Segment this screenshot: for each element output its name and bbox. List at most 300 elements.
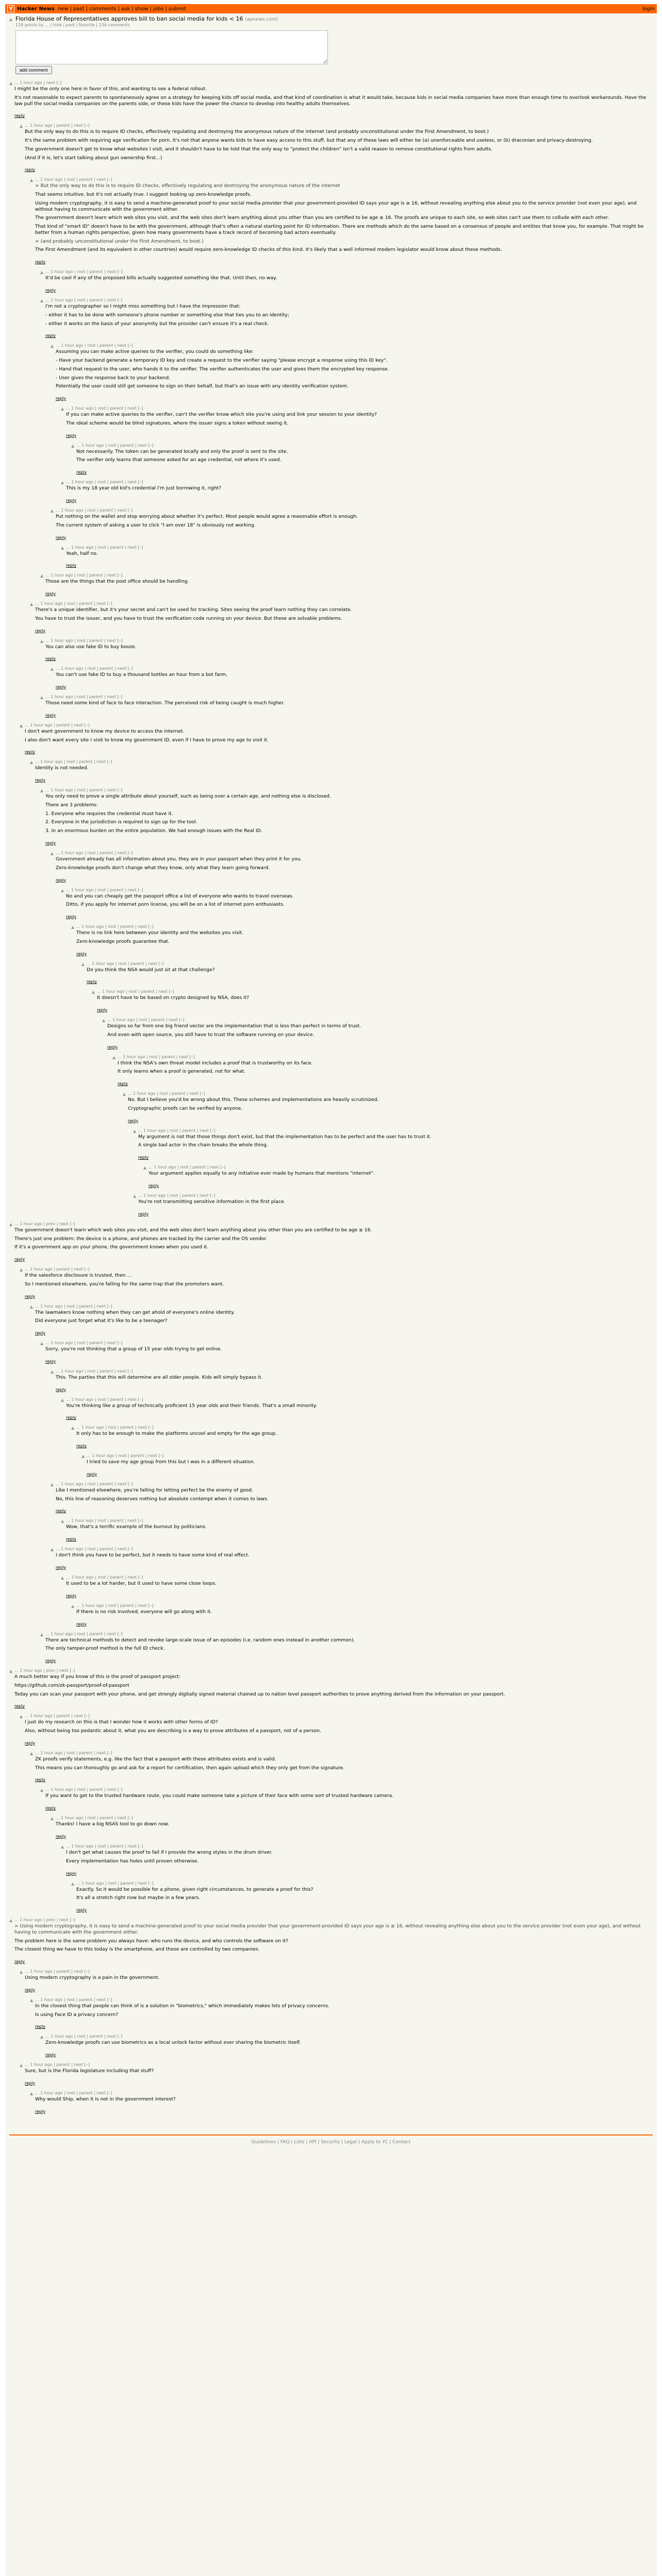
comment-body: [35, 1304, 653, 1337]
comment-body: [87, 1453, 653, 1478]
reply-link[interactable]: reply: [66, 433, 77, 438]
comment-text: [35, 2003, 653, 2018]
comment-body: [76, 1881, 653, 1914]
comment-body: [148, 1165, 653, 1189]
comment-upvote-icon[interactable]: ▲: [71, 443, 75, 448]
comment-upvote-icon[interactable]: ▲: [61, 1844, 64, 1849]
comment-header[interactable]: ... 1 hour ago | root | parent | next [–]: [66, 406, 143, 411]
comment-text: [14, 1674, 653, 1697]
comment: [133, 1128, 653, 1161]
comment-text: [35, 765, 653, 771]
comment-header[interactable]: ... 1 hour ago | root | parent | next [–]: [66, 1397, 143, 1402]
comment-text: [66, 412, 653, 427]
comment-paragraph: Wow, that's a terrific example of the burnout by politicians.: [66, 1524, 207, 1530]
reply-link[interactable]: reply: [35, 1331, 46, 1336]
comment-header[interactable]: ... 1 hour ago | root | parent | next [–]: [56, 1368, 133, 1374]
comment-header[interactable]: ... 1 hour ago | root | parent | next [–]: [45, 298, 123, 303]
comment: [9, 1918, 653, 1965]
reply-link[interactable]: reply: [66, 1593, 77, 1598]
reply-link[interactable]: reply: [14, 113, 25, 118]
comment: [71, 1603, 653, 1628]
comment-text: [35, 183, 653, 253]
comment-paragraph: Today you can scan your passport with your phone, and get strongly digitally signed material chained up to nation level passport authorities to prove anything derived from the information on your passport.: [14, 1691, 505, 1697]
comment-paragraph: If you can make active queries to the verifier, can't the verifier know which site you're using and link your session to your identity?: [66, 412, 377, 418]
reply-link[interactable]: reply: [66, 1871, 77, 1876]
reply-link[interactable]: reply: [56, 1387, 67, 1392]
comment: [71, 443, 653, 476]
comment-text: [128, 1097, 653, 1112]
comment: [61, 888, 653, 921]
reply-link[interactable]: reply: [45, 591, 56, 597]
comment-header[interactable]: ... 1 hour ago | root | parent | next [–]: [45, 1341, 123, 1346]
reply-link[interactable]: reply: [25, 167, 36, 173]
comment-paragraph: Cryptographic proofs can be verified by anyone.: [128, 1105, 243, 1111]
reply-link[interactable]: reply: [56, 1509, 67, 1514]
comment-input[interactable]: [15, 30, 328, 64]
comment-upvote-icon[interactable]: ▲: [20, 1970, 23, 1975]
comment-upvote-icon[interactable]: ▲: [9, 1918, 13, 1923]
comment-upvote-icon[interactable]: ▲: [40, 695, 44, 700]
comment: [20, 2062, 653, 2087]
reply-link[interactable]: reply: [35, 260, 46, 265]
comment-header[interactable]: ... 1 hour ago | root | parent | next [–]: [118, 1054, 195, 1059]
comment-upvote-icon[interactable]: ▲: [61, 1519, 64, 1524]
comment-paragraph: Zero-knowledge proofs guarantee that.: [76, 938, 170, 944]
comment-upvote-icon[interactable]: ▲: [51, 1547, 54, 1552]
comment-header[interactable]: ... 1 hour ago | root | parent | next [–]: [97, 989, 174, 994]
reply-link[interactable]: reply: [56, 535, 67, 540]
comment-body: [14, 1918, 653, 1965]
comment-paragraph: And even with open source, you still have to trust the software running on your device.: [107, 1031, 315, 1038]
reply-link[interactable]: reply: [56, 877, 67, 883]
comment-header[interactable]: ... 1 hour ago | root | parent | next [–]: [107, 1018, 185, 1023]
comment-body: [35, 759, 653, 784]
comment-body: [45, 1632, 653, 1665]
comment-body: [66, 1844, 653, 1877]
comment-header[interactable]: ... 1 hour ago | root | parent | next [–]: [76, 924, 154, 929]
comment-upvote-icon[interactable]: ▲: [30, 2091, 34, 2096]
comment: [61, 545, 653, 569]
reply-link[interactable]: reply: [97, 1008, 108, 1013]
comment-header[interactable]: ... 1 hour ago | parent | next [–]: [25, 722, 90, 727]
comment: [81, 961, 653, 986]
comment-header[interactable]: ... 1 hour ago | root | parent | next [–]: [35, 2090, 112, 2095]
comment-paragraph: - either it has to be done with someone's phone number or something else that ties you to an identity;: [45, 312, 290, 318]
comment: [51, 343, 653, 402]
comment-upvote-icon[interactable]: ▲: [51, 1482, 54, 1487]
reply-link[interactable]: reply: [56, 396, 67, 401]
reply-link[interactable]: reply: [138, 1155, 149, 1160]
comment-header[interactable]: ... 1 hour ago | root | parent | next [–]: [45, 694, 123, 700]
comment-header[interactable]: ... 1 hour ago | root | parent | next [–]: [66, 480, 143, 485]
comment-upvote-icon[interactable]: ▲: [61, 406, 64, 412]
comment-paragraph: It used to be a lot harder, but it used to have some close loops.: [66, 1581, 217, 1587]
comment-paragraph: The current system of asking a user to click "I am over 18" is obviously not working.: [56, 522, 256, 528]
nav-link-show[interactable]: show: [135, 6, 148, 12]
comment: [51, 851, 653, 884]
comment-paragraph: It doesn't have to be based on crypto designed by NSA, does it?: [97, 995, 250, 1001]
comment-upvote-icon[interactable]: ▲: [40, 1341, 44, 1346]
comment-header[interactable]: ... 1 hour ago | root | parent | next [–]: [35, 759, 112, 765]
comment-upvote-icon[interactable]: ▲: [51, 508, 54, 513]
comment-upvote-icon[interactable]: ▲: [40, 573, 44, 579]
comment-header[interactable]: ... 1 hour ago | prev | next [–]: [14, 1221, 75, 1226]
reply-link[interactable]: reply: [45, 1806, 56, 1811]
comment-text: [76, 930, 653, 945]
comment-body: [45, 788, 653, 846]
comment-header[interactable]: ... 1 hour ago | root | parent | next [–]: [76, 1880, 154, 1886]
reply-link[interactable]: reply: [76, 1908, 87, 1913]
comment-header[interactable]: ... 1 hour ago | root | parent | next [–]: [56, 666, 133, 671]
comment-paragraph: I think the NSA's own threat model includes a proof that is trustworthy on its face.: [118, 1060, 313, 1066]
comment-header[interactable]: ... 1 hour ago | parent | next [–]: [25, 123, 90, 128]
comment-upvote-icon[interactable]: ▲: [20, 1267, 23, 1273]
comment-upvote-icon[interactable]: ▲: [20, 124, 23, 129]
comment-body: [45, 269, 653, 294]
comment: [9, 80, 653, 119]
comment-upvote-icon[interactable]: ▲: [30, 760, 34, 765]
comment-upvote-icon[interactable]: ▲: [30, 1751, 34, 1756]
comment-header[interactable]: ... 1 hour ago | next [–]: [14, 80, 62, 85]
nav-separator: |: [70, 6, 72, 12]
comment-header[interactable]: ... 1 hour ago | root | parent | next [–]: [56, 343, 133, 348]
reply-link[interactable]: reply: [76, 1444, 87, 1449]
comment-body: [45, 298, 653, 339]
nav-link-past[interactable]: past: [73, 6, 85, 12]
reply-link[interactable]: reply: [14, 1257, 25, 1262]
comment-header[interactable]: ... 1 hour ago | root | parent | next [–]: [76, 443, 154, 448]
comment: [30, 1997, 653, 2030]
comment-upvote-icon[interactable]: ▲: [81, 961, 85, 967]
comment-body: [76, 1425, 653, 1449]
reply-link[interactable]: reply: [35, 778, 46, 783]
comment-body: [35, 177, 653, 265]
reply-link[interactable]: reply: [128, 1118, 139, 1123]
comment-upvote-icon[interactable]: ▲: [30, 1304, 34, 1309]
comment-paragraph: Why would Ship, when it is not in the government interest?: [35, 2096, 176, 2102]
comment-header[interactable]: ... 1 hour ago | parent | next [–]: [25, 1267, 90, 1272]
comment-header[interactable]: ... 1 hour ago | root | parent | next [–]: [45, 638, 123, 643]
reply-link[interactable]: reply: [45, 288, 56, 293]
comment-upvote-icon[interactable]: ▲: [71, 1426, 75, 1431]
comment-body: [56, 1482, 653, 1515]
reply-link[interactable]: reply: [25, 1987, 36, 1992]
comment-header[interactable]: ... 1 hour ago | root | parent | next [–]: [45, 1787, 123, 1792]
comment-header[interactable]: ... 1 hour ago | root | parent | next [–]: [66, 1843, 143, 1849]
comment: [123, 1091, 653, 1124]
reply-link[interactable]: reply: [138, 1211, 149, 1216]
comment-header[interactable]: ... 1 hour ago | root | parent | next [–]: [56, 850, 133, 855]
comment-paragraph: It's the same problem with requiring age verification for porn. It's not that anyone wants kids to have easy access to this stuff, but that any of these laws will either be (a) unenforceable and useless, or (b) draconian and privacy-destroying.: [25, 138, 593, 144]
comment-upvote-icon[interactable]: ▲: [61, 545, 64, 550]
comment-upvote-icon[interactable]: ▲: [51, 1369, 54, 1374]
comment-paragraph: The ideal scheme would be blind signatures, where the issuer signs a token without seeing it.: [66, 420, 289, 426]
reply-link[interactable]: reply: [35, 2024, 46, 2029]
comment-header[interactable]: ... 1 hour ago | root | parent | next [–]: [66, 1575, 143, 1580]
reply-link[interactable]: reply: [14, 1959, 25, 1964]
comment: [81, 1453, 653, 1478]
comment-upvote-icon[interactable]: ▲: [51, 1816, 54, 1821]
comment-header[interactable]: ... 1 hour ago | root | parent | next [–]: [45, 788, 123, 793]
comment-body: [97, 989, 653, 1013]
comment-text: [45, 644, 653, 650]
comment: [40, 573, 653, 597]
reply-link[interactable]: reply: [25, 1294, 36, 1299]
comment-upvote-icon[interactable]: ▲: [61, 1575, 64, 1581]
comment-header[interactable]: ... 1 hour ago | root | parent | next [–]: [35, 1303, 112, 1309]
comment-upvote-icon[interactable]: ▲: [9, 1222, 13, 1227]
comment-header[interactable]: ... 1 hour ago | root | parent | next [–]: [148, 1165, 226, 1170]
reply-link[interactable]: reply: [25, 2080, 36, 2086]
comment-header[interactable]: ... 1 hour ago | root | parent | next [–]: [35, 601, 112, 606]
reply-link[interactable]: reply: [45, 713, 56, 718]
comment-header[interactable]: ... 1 hour ago | root | parent | next [–]: [138, 1128, 216, 1133]
comment-upvote-icon[interactable]: ▲: [123, 1092, 126, 1097]
comment: [20, 723, 653, 756]
comment-upvote-icon[interactable]: ▲: [61, 480, 64, 485]
reply-link[interactable]: reply: [87, 1471, 97, 1477]
comment-paragraph: My argument is not that those things don't exist, but that the implementation has to be perfect and the user has to trust it.: [138, 1133, 432, 1140]
comment-tree: [5, 78, 657, 2129]
comment-paragraph: Zero-knowledge proofs can use biometrics as a local unlock factor without ever sharing the biometric itself.: [45, 2040, 301, 2046]
reply-link[interactable]: reply: [148, 1183, 159, 1188]
comment-upvote-icon[interactable]: ▲: [51, 667, 54, 672]
reply-link[interactable]: reply: [35, 2109, 46, 2114]
comment-body: [76, 443, 653, 476]
comment-upvote-icon[interactable]: ▲: [61, 1397, 64, 1402]
comment-paragraph: I might be the only one here in favor of this, and wanting to see a federal rollout.: [14, 86, 207, 92]
comment-body: [66, 1397, 653, 1421]
comment-upvote-icon[interactable]: ▲: [71, 1603, 75, 1608]
comment: [51, 666, 653, 690]
comment-header[interactable]: ... 1 hour ago | root | parent | next [–]: [87, 961, 164, 966]
comment: [40, 1787, 653, 1811]
comment-text: [25, 1719, 653, 1734]
comment: [133, 1193, 653, 1217]
comment-paragraph: - Have your backend generate a temporary ID key and create a request to the verifier saying "please encrypt a response using this ID key".: [56, 358, 388, 364]
comment-header[interactable]: ... 1 hour ago | parent | next [–]: [25, 2062, 90, 2067]
comment-paragraph: I don't think you have to be perfect, but it needs to have some kind of real effect.: [56, 1552, 250, 1558]
comment-header[interactable]: ... 1 hour ago | root | parent | next [–]: [45, 1631, 123, 1636]
story-title[interactable]: Florida House of Representatives approves bill to ban social media for kids < 16: [15, 15, 243, 22]
comment-upvote-icon[interactable]: ▲: [40, 270, 44, 275]
comment-upvote-icon[interactable]: ▲: [40, 1632, 44, 1637]
reply-link[interactable]: reply: [45, 333, 56, 338]
reply-link[interactable]: reply: [45, 1658, 56, 1664]
comment-header[interactable]: ... 1 hour ago | root | parent | next [–]: [35, 1750, 112, 1755]
comment-text: [45, 1346, 653, 1352]
comment-paragraph: If it's a government app on your phone, the government knows when you used it.: [14, 1244, 209, 1250]
comment-upvote-icon[interactable]: ▲: [81, 1454, 85, 1459]
comment-paragraph: The verifier only learns that someone asked for an age credential, not where it's used.: [76, 457, 282, 463]
comment-text: [25, 129, 653, 161]
comment-text: [66, 893, 653, 908]
comment-upvote-icon[interactable]: ▲: [9, 81, 13, 86]
comment-upvote-icon[interactable]: ▲: [40, 788, 44, 793]
comment-body: [35, 1751, 653, 1784]
comment-upvote-icon[interactable]: ▲: [71, 925, 75, 930]
comment-body: [45, 694, 653, 719]
comment: [40, 269, 653, 294]
comment-upvote-icon[interactable]: ▲: [40, 1788, 44, 1793]
comment-header[interactable]: ... 1 hour ago | root | parent | next [–]: [76, 1425, 154, 1430]
nav-link-comments[interactable]: comments: [89, 6, 117, 12]
comment-upvote-icon[interactable]: ▲: [133, 1128, 137, 1133]
comment-paragraph: It's all a stretch right now but maybe in a few years.: [76, 1895, 201, 1901]
comment-paragraph: I also don't want every site I visit to know my government ID, even if I have to prove my age to visit it.: [25, 737, 269, 743]
comment-text: [87, 967, 653, 973]
upvote-icon[interactable]: ▲: [9, 17, 13, 22]
reply-link[interactable]: reply: [118, 1081, 128, 1087]
nav-separator: |: [150, 6, 152, 12]
comment: [61, 1575, 653, 1599]
comment-header[interactable]: ... 1 hour ago | root | parent | next [–]: [87, 1453, 164, 1459]
reply-link[interactable]: reply: [56, 1565, 67, 1570]
comment-header[interactable]: ... 1 hour ago | root | parent | next [–]: [35, 177, 112, 182]
reply-link[interactable]: reply: [35, 1777, 46, 1783]
comment-upvote-icon[interactable]: ▲: [92, 990, 95, 995]
comment-text: [56, 856, 653, 871]
comment-paragraph: Not necessarily. The token can be generated locally and only the proof is sent to the site.: [76, 448, 288, 454]
comment-text: [76, 449, 653, 464]
hn-logo[interactable]: Y: [7, 5, 14, 12]
comment: [30, 177, 653, 265]
comment-paragraph: Ditto, if you apply for internet porn license, you will be on a list of internet porn enthusiasts.: [66, 902, 285, 908]
comment-upvote-icon[interactable]: ▲: [112, 1055, 116, 1060]
comment-paragraph: You can't use fake ID to buy a thousand bottles an hour from a bot farm.: [56, 672, 228, 678]
comment-paragraph: Using modern cryptography, it is easy to send a machine-generated proof to your social media provider that your government-provided ID says your age is ≥ 16, without revealing anything else about you to the service provider (not even your age), and without having to communicate with the government either.: [35, 200, 637, 212]
comment-text: [76, 1609, 653, 1615]
comment-header[interactable]: ... 1 hour ago | root | parent | next [–]: [56, 507, 133, 513]
comment-upvote-icon[interactable]: ▲: [40, 298, 44, 303]
reply-link[interactable]: reply: [107, 1044, 118, 1049]
nav-link-jobs[interactable]: jobs: [153, 6, 164, 12]
comment-header[interactable]: ... 1 hour ago | parent | next [–]: [25, 1969, 90, 1974]
comment-header[interactable]: ... 1 hour ago | root | parent | next [–]: [56, 1816, 133, 1821]
reply-link[interactable]: reply: [45, 840, 56, 845]
comment-upvote-icon[interactable]: ▲: [71, 1881, 75, 1886]
story-subtext: 118 points by ... | hide | past | favorite | 234 comments: [15, 23, 130, 27]
comment-upvote-icon[interactable]: ▲: [30, 602, 34, 607]
comment: [51, 1369, 653, 1393]
comment-upvote-icon[interactable]: ▲: [30, 1997, 34, 2003]
login-link[interactable]: login: [642, 6, 655, 12]
comment-text: [66, 1850, 653, 1865]
nav-link-new[interactable]: new: [57, 6, 69, 12]
comment-header[interactable]: ... 1 hour ago | root | parent | next [–]: [45, 2034, 123, 2039]
comment-text: [25, 728, 653, 743]
comment-header[interactable]: ... 1 hour ago | root | parent | next [–]: [66, 545, 143, 550]
comment-paragraph: This is my 18 year old kid's credential I'm just borrowing it, right?: [66, 485, 222, 492]
story-site[interactable]: (apnews.com): [245, 17, 278, 22]
reply-link[interactable]: reply: [25, 750, 36, 755]
comment: [61, 1844, 653, 1877]
comment-header[interactable]: ... 1 hour ago | root | parent | next [–]: [45, 573, 123, 578]
reply-link[interactable]: reply: [76, 951, 87, 956]
comment-body: [56, 1547, 653, 1571]
comment-body: [138, 1193, 653, 1217]
comment-upvote-icon[interactable]: ▲: [20, 723, 23, 728]
comment: [20, 123, 653, 173]
comment-header[interactable]: ... 1 hour ago | prev | next [–]: [14, 1668, 75, 1673]
reply-link[interactable]: reply: [66, 1415, 77, 1420]
comment-upvote-icon[interactable]: ▲: [20, 2063, 23, 2068]
comment-header[interactable]: ... 1 hour ago | root | parent | next [–]: [56, 1481, 133, 1486]
comment-upvote-icon[interactable]: ▲: [40, 2035, 44, 2040]
nav-separator: |: [165, 6, 167, 12]
comment-body: [56, 343, 653, 402]
reply-link[interactable]: reply: [87, 979, 97, 985]
reply-link[interactable]: reply: [66, 563, 77, 568]
comment-header[interactable]: ... 1 hour ago | root | parent | next [–]: [138, 1193, 216, 1198]
nav-link-ask[interactable]: ask: [121, 6, 130, 12]
comment-upvote-icon[interactable]: ▲: [30, 178, 34, 183]
reply-link[interactable]: reply: [45, 2053, 56, 2058]
reply-link[interactable]: reply: [14, 1704, 25, 1709]
comment: [51, 1547, 653, 1571]
reply-link[interactable]: reply: [45, 656, 56, 662]
comment-upvote-icon[interactable]: ▲: [40, 638, 44, 643]
comment-upvote-icon[interactable]: ▲: [143, 1165, 147, 1171]
comment-upvote-icon[interactable]: ▲: [133, 1194, 137, 1198]
comment-text: [14, 86, 653, 107]
comment-text: [107, 1023, 653, 1038]
reply-link[interactable]: reply: [66, 914, 77, 920]
comment-paragraph: It only has to be enough to make the platforms uncool and empty for the age group.: [76, 1431, 277, 1437]
comment: [30, 1751, 653, 1784]
comment-upvote-icon[interactable]: ▲: [9, 1669, 13, 1674]
reply-link[interactable]: reply: [56, 685, 67, 690]
comment-header[interactable]: ... 1 hour ago | root | parent | next [–]: [76, 1603, 154, 1608]
comment-header[interactable]: ... 1 hour ago | root | parent | next [–]: [56, 1547, 133, 1552]
comment-upvote-icon[interactable]: ▲: [51, 851, 54, 856]
comment: [61, 480, 653, 504]
comment-text: [56, 514, 653, 529]
comment-header[interactable]: ... 1 hour ago | root | parent | next [–]: [128, 1091, 205, 1096]
comment-body: [56, 1816, 653, 1840]
reply-link[interactable]: reply: [66, 498, 77, 503]
reply-link[interactable]: reply: [25, 1740, 36, 1745]
comment-text: [97, 995, 653, 1001]
reply-link[interactable]: reply: [35, 628, 46, 633]
comment-header[interactable]: ... 1 hour ago | parent | next [–]: [25, 1714, 90, 1719]
comment-header[interactable]: ... 1 hour ago | root | parent | next [–]: [66, 1518, 143, 1523]
comment-paragraph: Exactly. So it would be possible for a phone, given right circumstances, to generate a proof for this?: [76, 1886, 313, 1892]
comment-upvote-icon[interactable]: ▲: [102, 1018, 106, 1023]
comment-header[interactable]: ... 1 hour ago | prev | next [–]: [14, 1918, 75, 1923]
comment-paragraph: Government already has all information about you, they are in your passport when they print it for you.: [56, 856, 302, 862]
site-name[interactable]: Hacker News: [17, 6, 55, 12]
comment-upvote-icon[interactable]: ▲: [61, 888, 64, 893]
reply-link[interactable]: reply: [56, 1834, 67, 1839]
story: [5, 13, 657, 78]
comment-paragraph: https://github.com/zk-passport/proof-of-passport: [14, 1682, 129, 1688]
top-bar: [5, 4, 657, 13]
add-comment-button[interactable]: add comment: [15, 66, 52, 74]
reply-link[interactable]: reply: [76, 1621, 87, 1626]
reply-link[interactable]: reply: [45, 1359, 56, 1364]
comment-paragraph: The government doesn't learn which web sites you visit, and the web sites don't learn anything about you other than you are certified to be age ≥ 16.: [14, 1227, 372, 1233]
comment-paragraph: No, this line of reasoning deserves nothing but absolute contempt when it comes to laws.: [56, 1496, 269, 1502]
comment-upvote-icon[interactable]: ▲: [51, 344, 54, 349]
comment-header[interactable]: ... 1 hour ago | root | parent | next [–]: [45, 269, 123, 275]
comment-header[interactable]: ... 1 hour ago | root | parent | next [–]: [66, 887, 143, 892]
reply-link[interactable]: reply: [76, 470, 87, 475]
comment-upvote-icon[interactable]: ▲: [20, 1714, 23, 1719]
nav-link-submit[interactable]: submit: [168, 6, 187, 12]
comment-header[interactable]: ... 1 hour ago | root | parent | next [–]: [35, 1997, 112, 2002]
reply-link[interactable]: reply: [66, 1537, 77, 1542]
